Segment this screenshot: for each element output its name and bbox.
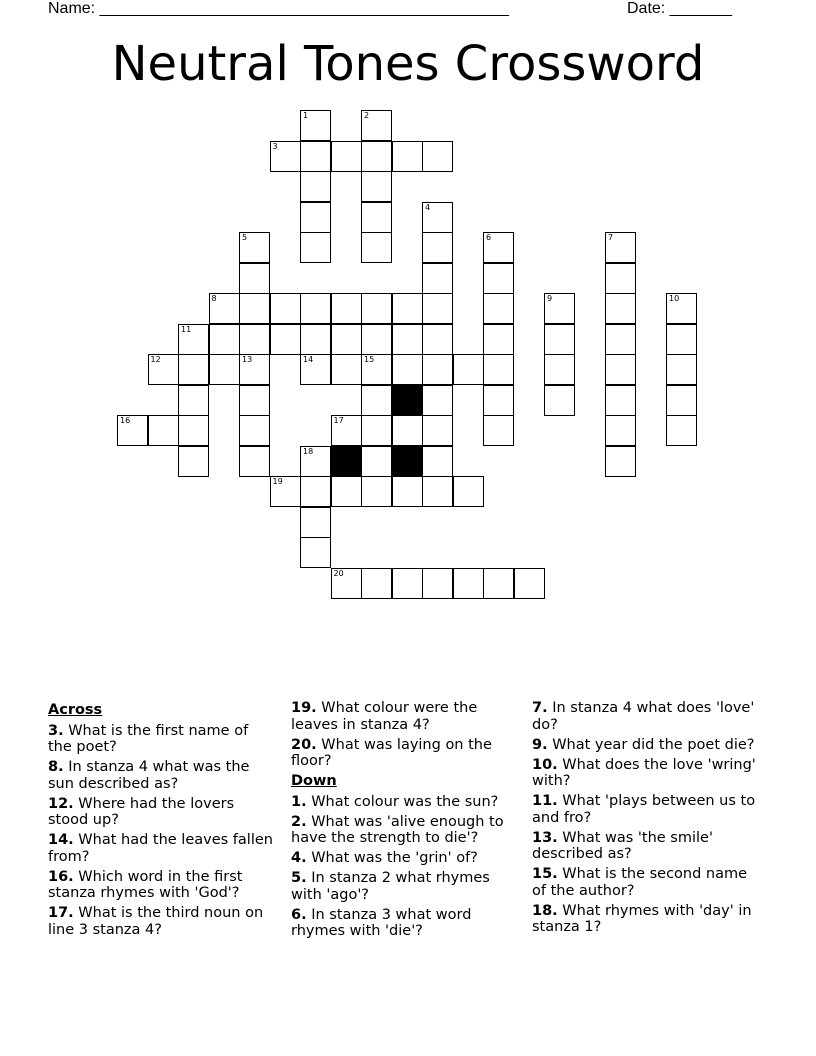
crossword-cell[interactable] — [300, 537, 331, 568]
crossword-cell[interactable] — [300, 507, 331, 538]
crossword-cell[interactable] — [392, 354, 423, 385]
crossword-cell[interactable] — [514, 568, 545, 599]
crossword-cell[interactable] — [361, 476, 392, 507]
crossword-cell[interactable] — [666, 354, 697, 385]
crossword-cell[interactable] — [392, 293, 423, 324]
crossword-cell[interactable] — [300, 141, 331, 172]
crossword-cell[interactable] — [178, 354, 209, 385]
crossword-cell[interactable] — [361, 568, 392, 599]
crossword-cell[interactable] — [422, 476, 453, 507]
crossword-cell[interactable] — [239, 385, 270, 416]
clue-down-7: 7. In stanza 4 what does 'love' do? — [532, 700, 755, 733]
crossword-cell[interactable] — [422, 232, 453, 263]
clue-across-8: 8. In stanza 4 what was the sun described as? — [48, 759, 250, 792]
crossword-cell[interactable] — [483, 354, 514, 385]
crossword-cell[interactable] — [392, 568, 423, 599]
clue-down-6: 6. In stanza 3 what word rhymes with 'die'? — [291, 906, 472, 939]
clue-down-18: 18. What rhymes with 'day' in stanza 1? — [532, 902, 752, 935]
clue-number: 15 — [364, 355, 375, 364]
crossword-cell[interactable] — [666, 293, 697, 324]
crossword-cell[interactable] — [392, 476, 423, 507]
crossword-cell[interactable] — [422, 568, 453, 599]
crossword-cell[interactable] — [361, 141, 392, 172]
clue-number: 5 — [242, 233, 248, 242]
crossword-cell[interactable] — [239, 324, 270, 355]
across-heading: Across — [48, 702, 103, 718]
crossword-cell[interactable] — [544, 385, 575, 416]
crossword-cell[interactable] — [422, 141, 453, 172]
crossword-cell[interactable] — [331, 324, 362, 355]
blocked-cell — [392, 446, 423, 477]
crossword-cell[interactable] — [239, 415, 270, 446]
crossword-cell[interactable] — [605, 263, 636, 294]
date-field-label: Date: _______ — [627, 0, 732, 17]
clue-number: 17 — [333, 416, 344, 425]
crossword-cell[interactable] — [361, 415, 392, 446]
clue-down-9: 9. What year did the poet die? — [532, 736, 755, 753]
clue-number: 6 — [486, 233, 492, 242]
crossword-cell[interactable] — [331, 568, 362, 599]
clue-across-20: 20. What was laying on the floor? — [291, 736, 492, 769]
crossword-cell[interactable] — [148, 415, 179, 446]
page-title: Neutral Tones Crossword — [111, 36, 705, 92]
crossword-cell[interactable] — [270, 324, 301, 355]
crossword-cell[interactable] — [361, 293, 392, 324]
crossword-cell[interactable] — [392, 324, 423, 355]
crossword-cell[interactable] — [209, 293, 240, 324]
crossword-cell[interactable] — [605, 232, 636, 263]
clue-down-4: 4. What was the 'grin' of? — [291, 850, 478, 866]
crossword-cell[interactable] — [666, 415, 697, 446]
clues-column-3 — [532, 700, 760, 939]
crossword-cell[interactable] — [483, 263, 514, 294]
crossword-cell[interactable] — [300, 232, 331, 263]
crossword-cell[interactable] — [422, 293, 453, 324]
clue-across-14: 14. What had the leaves fallen from? — [48, 832, 273, 865]
crossword-cell[interactable] — [453, 568, 484, 599]
crossword-cell[interactable] — [209, 324, 240, 355]
crossword-cell[interactable] — [300, 171, 331, 202]
clue-across-17: 17. What is the third noun on line 3 stanza 4? — [48, 905, 264, 938]
clues-column-1 — [48, 700, 276, 942]
crossword-cell[interactable] — [361, 446, 392, 477]
crossword-cell[interactable] — [361, 324, 392, 355]
crossword-cell[interactable] — [483, 293, 514, 324]
clue-number: 10 — [669, 294, 680, 303]
clue-number: 19 — [272, 477, 283, 486]
crossword-cell[interactable] — [178, 415, 209, 446]
crossword-cell[interactable] — [331, 415, 362, 446]
crossword-cell[interactable] — [483, 415, 514, 446]
crossword-cell[interactable] — [422, 446, 453, 477]
clue-down-1: 1. What colour was the sun? — [291, 793, 499, 810]
blocked-cell — [331, 446, 362, 477]
crossword-cell[interactable] — [331, 293, 362, 324]
crossword-cell[interactable] — [483, 385, 514, 416]
name-field-label: Name: ______________________________________________ — [48, 0, 509, 17]
crossword-cell[interactable] — [300, 293, 331, 324]
crossword-cell[interactable] — [270, 476, 301, 507]
clue-down-2: 2. What was 'alive enough to have the strength to die'? — [291, 813, 504, 846]
clue-across-3: 3. What is the first name of the poet? — [48, 722, 249, 755]
crossword-cell[interactable] — [300, 446, 331, 477]
crossword-cell[interactable] — [361, 171, 392, 202]
crossword-cell[interactable] — [422, 415, 453, 446]
crossword-cell[interactable] — [178, 385, 209, 416]
crossword-cell[interactable] — [300, 476, 331, 507]
crossword-cell[interactable] — [331, 141, 362, 172]
crossword-cell[interactable] — [300, 202, 331, 233]
crossword-cell[interactable] — [361, 354, 392, 385]
clue-number: 3 — [272, 141, 278, 151]
crossword-cell[interactable] — [483, 232, 514, 263]
crossword-cell[interactable] — [605, 324, 636, 355]
clue-down-5: 5. In stanza 2 what rhymes with 'ago'? — [291, 870, 490, 903]
clue-number: 8 — [211, 294, 217, 303]
clue-across-19: 19. What colour were the leaves in stanza 4? — [291, 700, 478, 733]
crossword-cell[interactable] — [605, 354, 636, 385]
clue-number: 9 — [547, 294, 553, 303]
crossword-cell[interactable] — [483, 324, 514, 355]
crossword-cell[interactable] — [331, 354, 362, 385]
clue-number: 7 — [608, 233, 614, 242]
clue-number: 4 — [425, 202, 431, 212]
crossword-cell[interactable] — [422, 324, 453, 355]
blocked-cell — [392, 385, 423, 416]
crossword-cell[interactable] — [453, 476, 484, 507]
clue-down-11: 11. What 'plays between us to and fro? — [532, 793, 756, 826]
crossword-cell[interactable] — [361, 110, 392, 141]
crossword-cell[interactable] — [361, 385, 392, 416]
crossword-cell[interactable] — [300, 354, 331, 385]
crossword-cell[interactable] — [148, 354, 179, 385]
down-heading: Down — [291, 773, 337, 789]
crossword-cell[interactable] — [178, 446, 209, 477]
crossword-cell[interactable] — [544, 354, 575, 385]
crossword-cell[interactable] — [239, 232, 270, 263]
crossword-cell[interactable] — [483, 568, 514, 599]
crossword-cell[interactable] — [544, 293, 575, 324]
crossword-cell[interactable] — [453, 354, 484, 385]
crossword-cell[interactable] — [178, 324, 209, 355]
clue-number: 16 — [120, 416, 131, 425]
clue-number: 18 — [303, 446, 314, 456]
clue-number: 14 — [303, 355, 314, 364]
clue-across-12: 12. Where had the lovers stood up? — [48, 795, 235, 828]
crossword-cell[interactable] — [544, 324, 575, 355]
clue-number: 12 — [150, 355, 161, 364]
crossword-cell[interactable] — [422, 202, 453, 233]
clue-number: 1 — [303, 111, 309, 120]
crossword-cell[interactable] — [392, 141, 423, 172]
crossword-cell[interactable] — [361, 232, 392, 263]
clue-down-13: 13. What was 'the smile' described as? — [532, 829, 713, 862]
crossword-cell[interactable] — [666, 324, 697, 355]
crossword-cell[interactable] — [605, 415, 636, 446]
clue-down-15: 15. What is the second name of the author? — [532, 866, 748, 899]
crossword-cell[interactable] — [209, 354, 240, 385]
crossword-cell[interactable] — [270, 141, 301, 172]
crossword-cell[interactable] — [331, 476, 362, 507]
crossword-cell[interactable] — [605, 446, 636, 477]
clues-column-2 — [291, 700, 519, 943]
crossword-cell[interactable] — [239, 293, 270, 324]
crossword-cell[interactable] — [605, 385, 636, 416]
crossword-cell[interactable] — [117, 415, 148, 446]
crossword-cell[interactable] — [300, 324, 331, 355]
crossword-cell[interactable] — [422, 263, 453, 294]
clue-across-16: 16. Which word in the first stanza rhymes with 'God'? — [48, 868, 243, 901]
crossword-cell[interactable] — [239, 446, 270, 477]
crossword-cell[interactable] — [239, 354, 270, 385]
crossword-cell[interactable] — [422, 354, 453, 385]
clue-number: 2 — [364, 111, 370, 120]
clue-number: 20 — [333, 568, 344, 578]
crossword-cell[interactable] — [392, 415, 423, 446]
clue-number: 13 — [242, 355, 253, 364]
crossword-cell[interactable] — [361, 202, 392, 233]
clue-number: 11 — [181, 324, 192, 334]
crossword-cell[interactable] — [239, 263, 270, 294]
clue-down-10: 10. What does the love 'wring' with? — [532, 756, 756, 789]
crossword-cell[interactable] — [422, 385, 453, 416]
crossword-cell[interactable] — [666, 385, 697, 416]
crossword-cell[interactable] — [605, 293, 636, 324]
crossword-cell[interactable] — [300, 110, 331, 141]
crossword-cell[interactable] — [270, 293, 301, 324]
